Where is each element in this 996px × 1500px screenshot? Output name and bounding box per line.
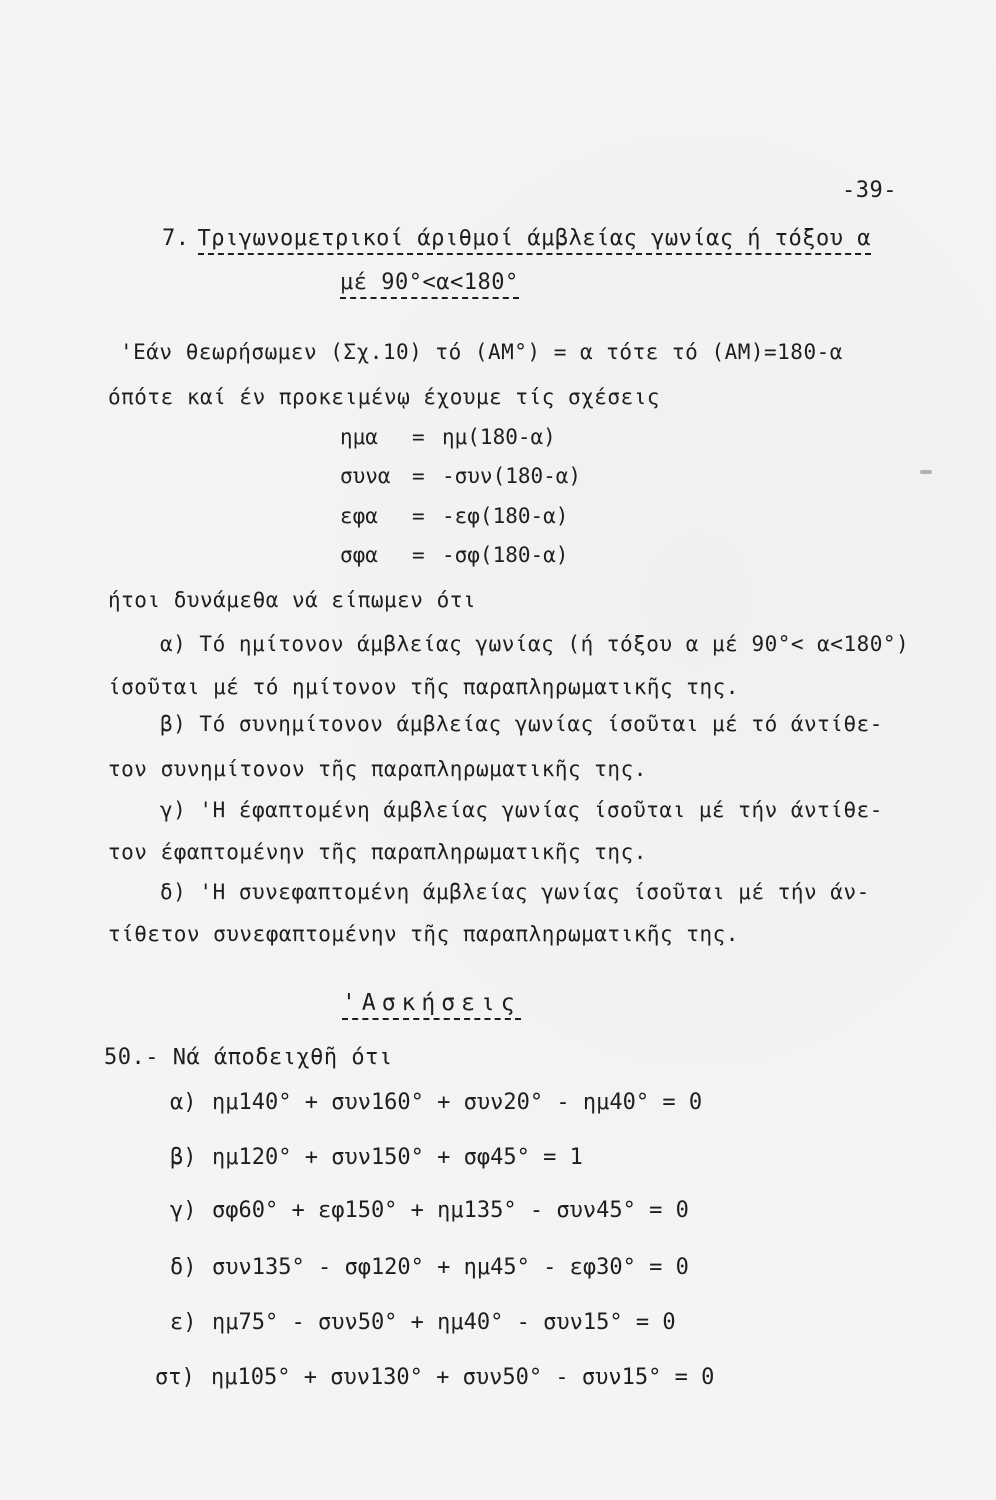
statement-a-line-1: α) Τό ημίτονον άμβλείας γωνίας (ή τόξου α μέ 90°< α<180°) <box>160 632 910 656</box>
statement-d-line-2: τίθετον συνεφαπτομένην τῆς παραπληρωματικῆς της. <box>108 922 739 946</box>
exercise-item-expression: σφ60° + εφ150° + ημ135° - συν45° = 0 <box>212 1198 689 1223</box>
exercise-item <box>170 1310 676 1335</box>
exercise-item-expression: ημ75° - συν50° + ημ40° - συν15° = 0 <box>212 1310 676 1335</box>
statement-c-line-1: γ) 'Η έφαπτομένη άμβλείας γωνίας ίσοῦται μέ τήν άντίθε- <box>160 798 883 822</box>
conclusion-intro: ήτοι δυνάμεθα νά είπωμεν ότι <box>108 588 477 612</box>
exercise-item-label: α) <box>170 1090 197 1115</box>
relation-lhs: συνα <box>340 464 391 488</box>
exercise-item-expression: ημ120° + συν150° + σφ45° = 1 <box>212 1145 583 1170</box>
exercise-item-expression: συν135° - σφ120° + ημ45° - εφ30° = 0 <box>212 1255 689 1280</box>
exercise-item-label: ε) <box>170 1310 197 1335</box>
statement-b-line-2: τον συνημίτονον τῆς παραπληρωματικῆς της. <box>108 757 647 781</box>
exercise-item <box>170 1090 702 1115</box>
exercises-heading: 'Ασκήσεις <box>342 990 521 1020</box>
relation-cotangent <box>340 543 568 567</box>
exercise-item <box>170 1198 689 1223</box>
relation-equals: = <box>412 425 425 449</box>
intro-line-2: όπότε καί έν προκειμένῳ έχουμε τίς σχέσεις <box>108 385 661 409</box>
relation-rhs: -σφ(180-α) <box>442 543 569 567</box>
ink-smudge <box>920 470 932 474</box>
relation-tangent <box>340 504 568 528</box>
relation-rhs: -συν(180-α) <box>442 464 582 488</box>
statement-c-line-2: τον έφαπτομένην τῆς παραπληρωματικῆς της. <box>108 840 647 864</box>
relation-equals: = <box>412 504 425 528</box>
section-title <box>162 226 871 251</box>
exercise-item-expression: ημ105° + συν130° + συν50° - συν15° = 0 <box>211 1365 715 1390</box>
exercise-item <box>155 1365 714 1390</box>
relation-cosine <box>340 464 581 488</box>
relation-equals: = <box>412 543 425 567</box>
relation-rhs: ημ(180-α) <box>442 425 556 449</box>
section-title-text: Τριγωνομετρικοί άριθμοί άμβλείας γωνίας ή τόξου α <box>198 226 872 255</box>
exercise-item-label: γ) <box>170 1198 197 1223</box>
exercise-item <box>170 1145 583 1170</box>
relation-rhs: -εφ(180-α) <box>442 504 569 528</box>
statement-d-line-1: δ) 'Η συνεφαπτομένη άμβλείας γωνίας ίσοῦται μέ τήν άν- <box>160 880 870 904</box>
section-subtitle: μέ 90°<α<180° <box>340 270 519 299</box>
relation-equals: = <box>412 464 425 488</box>
exercise-50-intro: 50.- Νά άποδειχθῆ ότι <box>104 1045 393 1070</box>
statement-a-line-2: ίσοῦται μέ τό ημίτονον τῆς παραπληρωματικῆς της. <box>108 675 739 699</box>
exercise-item-expression: ημ140° + συν160° + συν20° - ημ40° = 0 <box>212 1090 703 1115</box>
exercise-item-label: δ) <box>170 1255 197 1280</box>
statement-b-line-1: β) Τό συνημίτονον άμβλείας γωνίας ίσοῦται μέ τό άντίθε- <box>160 712 883 736</box>
intro-line-1: 'Εάν θεωρήσωμεν (Σχ.10) τό (ΑΜ°) = α τότε τό (ΑΜ)=180-α <box>120 340 843 364</box>
exercise-item-label: β) <box>170 1145 197 1170</box>
relation-lhs: εφα <box>340 504 378 528</box>
relation-sine <box>340 425 556 449</box>
relation-lhs: σφα <box>340 543 378 567</box>
page-number: -39- <box>842 178 897 203</box>
section-number: 7. <box>162 226 190 251</box>
relation-lhs: ημα <box>340 425 378 449</box>
exercise-item <box>170 1255 689 1280</box>
exercise-item-label: στ) <box>155 1365 195 1390</box>
